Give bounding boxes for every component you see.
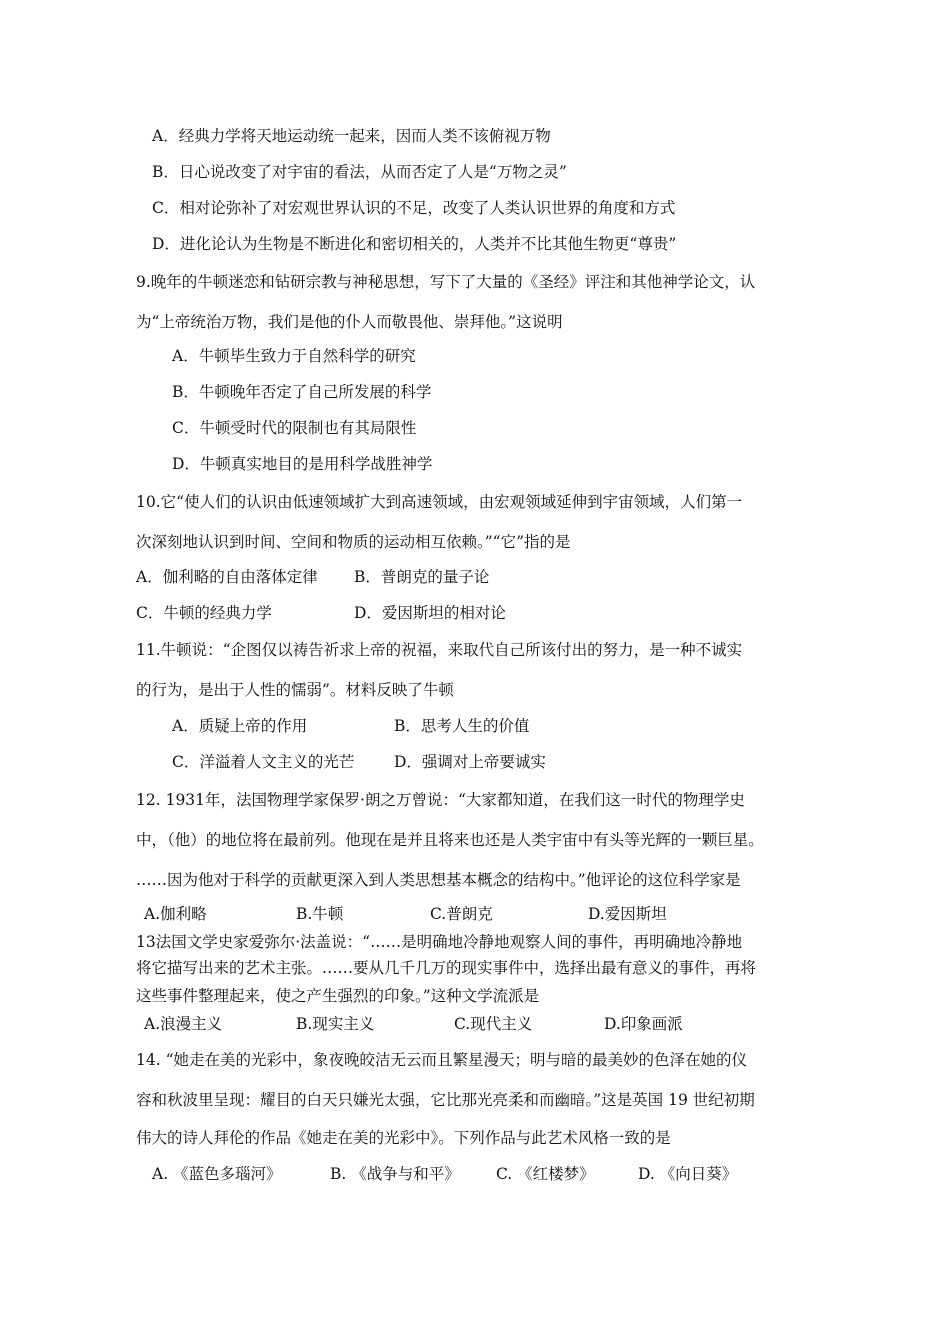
q14-option-d: D. 《向日葵》 — [638, 1165, 738, 1183]
q13-option-a: A.浪漫主义 — [144, 1015, 223, 1033]
q9-option-b: B．牛顿晚年否定了自己所发展的科学 — [172, 383, 432, 401]
q11-option-d: D．强调对上帝要诚实 — [394, 753, 546, 771]
q14-option-c: C. 《红楼梦》 — [496, 1165, 595, 1183]
q8-option-a: A．经典力学将天地运动统一起来，因而人类不该俯视万物 — [152, 127, 551, 145]
q10-option-b: B．普朗克的量子论 — [354, 568, 490, 586]
q12-stem-line-2: 中，（他）的地位将在最前列。他现在是并且将来也还是人类宇宙中有头等光辉的一颗巨星。 — [136, 831, 764, 849]
q14-stem-line-1: 14. “她走在美的光彩中，象夜晚皎洁无云而且繁星漫天；明与暗的最美妙的色泽在她的仪 — [136, 1051, 748, 1069]
q9-stem-line-2: 为“上帝统治万物，我们是他的仆人而敬畏他、崇拜他。”这说明 — [136, 313, 563, 331]
q13-stem-line-3: 这些事件整理起来，使之产生强烈的印象。”这种文学流派是 — [136, 987, 540, 1005]
q13-stem-line-1: 13法国文学史家爱弥尔·法盖说：“……是明确地冷静地观察人间的事件，再明确地冷静地 — [136, 933, 743, 951]
q9-option-c: C．牛顿受时代的限制也有其局限性 — [172, 419, 417, 437]
q11-option-a: A．质疑上帝的作用 — [172, 717, 308, 735]
q10-option-c: C．牛顿的经典力学 — [136, 604, 272, 622]
q12-stem-line-1: 12. 1931年，法国物理学家保罗·朗之万曾说：“大家都知道，在我们这一时代的物理学史 — [136, 791, 745, 809]
q14-stem-line-2: 容和秋波里呈现：耀目的白天只嫌光太强，它比那光亮柔和而幽暗。”这是英国 19 世纪初期 — [136, 1091, 755, 1109]
q8-option-b: B．日心说改变了对宇宙的看法，从而否定了人是“万物之灵” — [152, 163, 567, 181]
q10-option-d: D．爱因斯坦的相对论 — [354, 604, 506, 622]
q13-option-d: D.印象画派 — [604, 1015, 683, 1033]
q13-option-c: C.现代主义 — [454, 1015, 533, 1033]
q10-stem-line-1: 10.它“使人们的认识由低速领域扩大到高速领域，由宏观领域延伸到宇宙领域，人们第一 — [136, 493, 743, 511]
q9-option-a: A．牛顿毕生致力于自然科学的研究 — [172, 347, 416, 365]
q9-option-d: D．牛顿真实地目的是用科学战胜神学 — [172, 455, 433, 473]
q12-option-c: C.普朗克 — [430, 905, 493, 923]
q10-option-a: A．伽利略的自由落体定律 — [136, 568, 318, 586]
q8-option-c: C．相对论弥补了对宏观世界认识的不足，改变了人类认识世界的角度和方式 — [152, 199, 676, 217]
q12-stem-line-3: ……因为他对于科学的贡献更深入到人类思想基本概念的结构中。”他评论的这位科学家是 — [136, 871, 741, 889]
q11-stem-line-2: 的行为，是出于人性的懦弱”。材料反映了牛顿 — [136, 681, 454, 699]
q12-option-d: D.爱因斯坦 — [588, 905, 667, 923]
q14-option-b: B. 《战争与和平》 — [330, 1165, 460, 1183]
q10-stem-line-2: 次深刻地认识到时间、空间和物质的运动相互依赖。”“它”指的是 — [136, 533, 571, 551]
q11-stem-line-1: 11.牛顿说：“企图仅以祷告祈求上帝的祝福，来取代自己所该付出的努力，是一种不诚实 — [136, 641, 743, 659]
q12-option-b: B.牛顿 — [296, 905, 344, 923]
q14-option-a: A. 《蓝色多瑙河》 — [152, 1165, 282, 1183]
q13-option-b: B.现实主义 — [296, 1015, 375, 1033]
q11-option-b: B．思考人生的价值 — [394, 717, 530, 735]
q14-stem-line-3: 伟大的诗人拜伦的作品《她走在美的光彩中》。下列作品与此艺术风格一致的是 — [136, 1129, 671, 1147]
q9-stem-line-1: 9.晚年的牛顿迷恋和钻研宗教与神秘思想，写下了大量的《圣经》评注和其他神学论文，认 — [136, 273, 756, 291]
q11-option-c: C．洋溢着人文主义的光芒 — [172, 753, 355, 771]
q13-stem-line-2: 将它描写出来的艺术主张。……要从几千几万的现实事件中，选择出最有意义的事件，再将 — [136, 959, 757, 977]
q8-option-d: D．进化论认为生物是不断进化和密切相关的，人类并不比其他生物更“尊贵” — [152, 235, 677, 253]
q12-option-a: A.伽利略 — [144, 905, 207, 923]
